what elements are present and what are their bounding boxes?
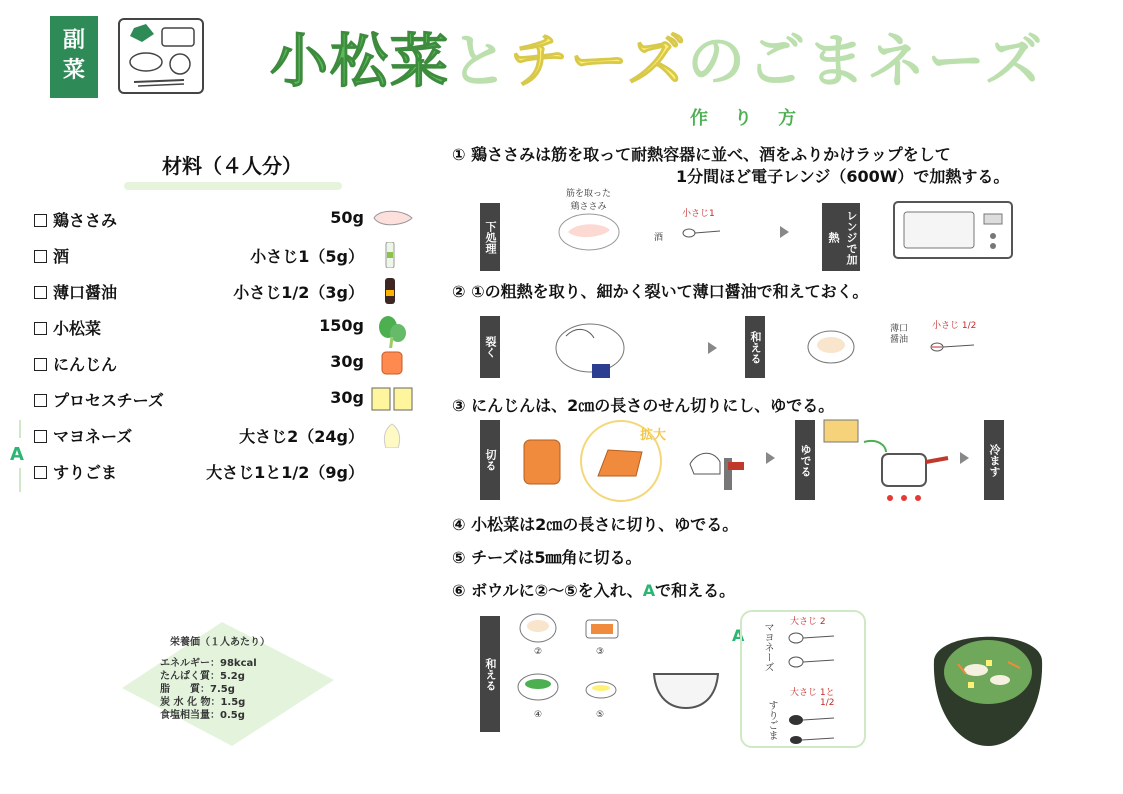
- sake-label: 酒: [654, 233, 664, 243]
- badge-bottom: 菜: [62, 58, 85, 83]
- spoon-label-1: 小さじ1: [682, 209, 715, 219]
- mayo-amount: 大さじ 2: [790, 617, 826, 627]
- checkbox[interactable]: [34, 214, 47, 227]
- ingredient-amount: 大さじ2（24g）: [239, 427, 364, 446]
- sesame-label: すりごま: [766, 700, 777, 740]
- final-dish-icon: [928, 620, 1048, 750]
- ingredient-amount: 小さじ1（5g）: [250, 247, 364, 266]
- dish-cheese-icon: [584, 680, 618, 700]
- label-prep: 下処理: [480, 203, 500, 271]
- bowl-komatsuna-icon: [516, 672, 560, 702]
- nutrition-line: エネルギー：98kcal: [160, 658, 257, 669]
- ingredient-amount: 50g: [330, 208, 364, 227]
- ingredient-name: すりごま: [53, 463, 118, 482]
- sesame-amount-1: 大さじ 1と: [790, 688, 835, 698]
- step-3: ③ にんじんは、2㎝の長さのせん切りにし、ゆでる。: [452, 396, 835, 415]
- carrot-icon: [370, 350, 414, 376]
- chicken-icon: [370, 206, 414, 232]
- arrow-icon: [960, 452, 969, 464]
- spoon-label-2: 小さじ 1/2: [932, 321, 977, 331]
- num-5: ⑤: [596, 710, 605, 720]
- step-6-text-before: ⑥ ボウルに②～⑤を入れ、: [452, 581, 643, 600]
- group-a-label: A: [10, 444, 24, 465]
- ingredient-amount: 30g: [330, 352, 364, 371]
- checkbox[interactable]: [34, 430, 47, 443]
- title-part-1: 小松菜: [270, 27, 451, 95]
- ingredient-row: [34, 424, 414, 450]
- ingredient-name: 酒: [53, 247, 70, 266]
- group-bracket-top: [19, 420, 21, 438]
- badge-top: 副: [62, 28, 85, 53]
- tablespoon-icon: [788, 712, 836, 748]
- ingredient-row: [34, 244, 414, 270]
- ingredient-name: にんじん: [53, 355, 118, 374]
- tearing-hands-icon: [548, 318, 630, 382]
- teaspoon-icon: [930, 340, 976, 354]
- ingredient-row: [34, 460, 414, 486]
- title-part-4: のごまネーズ: [687, 27, 1045, 95]
- meal-layout-icon: [118, 18, 204, 94]
- mayonnaise-icon: [370, 422, 414, 448]
- sesame-amount-2: 1/2: [820, 698, 835, 708]
- nutrition-line: たんぱく質：5.2g: [160, 671, 245, 682]
- ingredient-amount: 小さじ1/2（3g）: [233, 283, 364, 302]
- checkbox[interactable]: [34, 394, 47, 407]
- ingredient-row: [34, 280, 414, 306]
- label-mix-final: 和える: [480, 616, 500, 732]
- label-microwave: レンジで加熱: [822, 203, 860, 271]
- tablespoon-icon: [788, 630, 836, 670]
- komatsuna-icon: [370, 308, 414, 348]
- soy-sauce-icon: [370, 278, 414, 304]
- ingredient-name: 小松菜: [53, 319, 102, 338]
- cheese-icon: [370, 386, 414, 412]
- label-tear: 裂く: [480, 316, 500, 378]
- ingredient-name: 鶏ささみ: [53, 211, 118, 230]
- carrot-piece-icon: [520, 436, 564, 488]
- dish-carrot-icon: [584, 618, 620, 640]
- ingredient-name: 薄口醤油: [53, 283, 118, 302]
- num-4: ④: [534, 710, 543, 720]
- ingredient-name: マヨネーズ: [53, 427, 133, 446]
- step-4: ④ 小松菜は2㎝の長さに切り、ゆでる。: [452, 515, 739, 534]
- page-title: [270, 14, 1044, 98]
- teaspoon-icon: [682, 226, 722, 240]
- ingredient-row: [34, 208, 414, 234]
- ingredients-title: 材料（４人分）: [162, 154, 302, 178]
- step-6-text-after: で和える。: [655, 581, 736, 600]
- step-2: ② ①の粗熱を取り、細かく裂いて薄口醤油で和えておく。: [452, 282, 869, 301]
- method-heading: 作り方: [690, 108, 822, 129]
- ingredient-amount: 大さじ1と1/2（9g）: [206, 463, 364, 482]
- bowl-chicken-icon: [518, 612, 558, 644]
- category-badge: [50, 16, 98, 98]
- ingredient-row: [34, 388, 414, 414]
- step-5: ⑤ チーズは5㎜角に切る。: [452, 548, 642, 567]
- mixing-bowl-icon: [650, 664, 722, 710]
- step-6: [452, 578, 735, 601]
- mayo-label: マヨネーズ: [762, 622, 773, 672]
- ingredient-amount: 30g: [330, 388, 364, 407]
- nutrition-title: 栄養価（１人あたり）: [170, 637, 270, 648]
- ingredient-row: [34, 352, 414, 378]
- arrow-icon: [766, 452, 775, 464]
- num-3: ③: [596, 647, 605, 657]
- arrow-icon: [708, 342, 717, 354]
- dish-chicken-icon: [556, 208, 622, 254]
- step-6-a: A: [642, 581, 656, 600]
- checkbox[interactable]: [34, 286, 47, 299]
- label-cool: 冷ます: [984, 420, 1004, 500]
- boiling-pot-icon: [820, 418, 950, 502]
- ingredients-underline: [124, 182, 342, 190]
- title-part-2: と: [450, 27, 511, 95]
- step-1: ① 鶏ささみは筋を取って耐熱容器に並べ、酒をふりかけラップをして: [452, 145, 951, 164]
- arrow-icon: [780, 226, 789, 238]
- microwave-icon: [892, 200, 1014, 262]
- step-1-cont: 1分間ほど電子レンジ（600W）で加熱する。: [676, 167, 1010, 186]
- caption-trimmed-chicken: 筋を取った 鶏ささみ: [566, 189, 612, 212]
- sake-bottle-icon: [370, 242, 414, 268]
- nutrition-line: 脂 質：7.5g: [160, 684, 235, 695]
- group-a-mark: A: [732, 626, 745, 645]
- checkbox[interactable]: [34, 358, 47, 371]
- checkbox[interactable]: [34, 250, 47, 263]
- ingredient-amount: 150g: [319, 316, 364, 335]
- group-bracket-bottom: [19, 468, 21, 492]
- ingredient-name: プロセスチーズ: [53, 391, 164, 410]
- checkbox[interactable]: [34, 322, 47, 335]
- soy-label: 薄口醤油: [890, 324, 909, 345]
- zoom-label: 拡大: [640, 428, 667, 443]
- title-part-3: チーズ: [510, 27, 688, 95]
- knife-hand-icon: [684, 444, 750, 494]
- checkbox[interactable]: [34, 466, 47, 479]
- ingredient-row: [34, 316, 414, 342]
- label-mix: 和える: [745, 316, 765, 378]
- label-boil: ゆでる: [795, 420, 815, 500]
- label-cut: 切る: [480, 420, 500, 500]
- bowl-chicken-icon: [806, 328, 856, 366]
- nutrition-line: 炭 水 化 物：1.5g: [160, 697, 246, 708]
- nutrition-box: [112, 618, 342, 748]
- num-2: ②: [534, 647, 543, 657]
- nutrition-line: 食塩相当量：0.5g: [160, 710, 245, 721]
